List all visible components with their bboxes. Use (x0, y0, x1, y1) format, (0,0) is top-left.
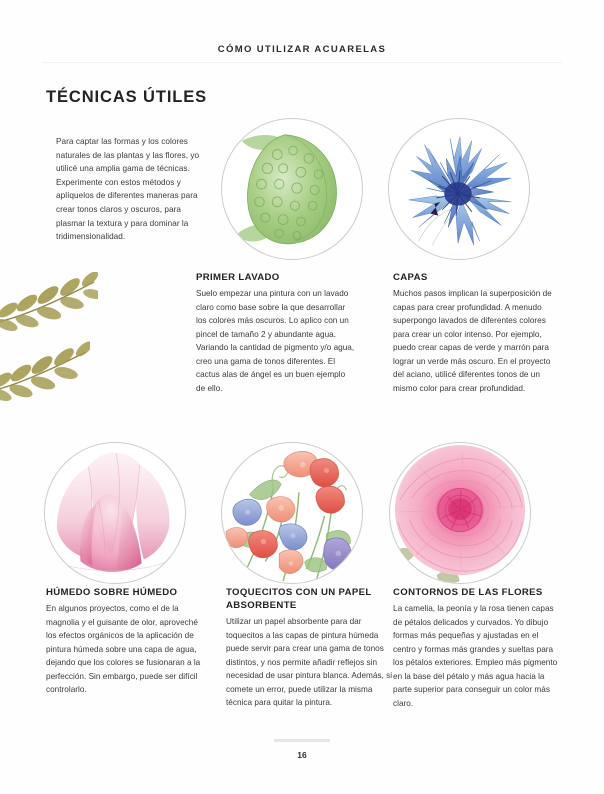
section-heading: CONTORNOS DE LAS FLORES (393, 587, 543, 598)
section-body: Utilizar un papel absorbente para dar toquecitos a las capas de pintura húmeda puede servir para crear una gama de tonos distintos, y nos permite añadir reflejos sin necesidad de usar pintura blanca. Además, si comete un error, puede utilizar la misma técnica para quitar la pintura. (226, 617, 393, 707)
section-body: Muchos pasos implican la superposición de capas para crear profundidad. A menudo superpongo lavados de diferentes colores para crear un color intenso. Por ejemplo, puedo crear capas de verde y marrón para lograr un verde más oscuro. En el proyecto del aciano, utilicé diferentes tonos de un mismo color para crear profundidad. (393, 289, 552, 393)
section-heading: PRIMER LAVADO (196, 272, 280, 283)
section-humedo-sobre-humedo (46, 586, 209, 697)
section-body: La camelia, la peonía y la rosa tienen capas de pétalos delicados y curvados. Yo dibujo formas más pequeñas y ajustadas en el centro y formas más grandes y sueltas para los pétalos exteriores. Empleo más pigmento en la base del pétalo y más agua hacia la parte superior para conseguir un color más claro. (393, 604, 558, 708)
header-divider (42, 62, 562, 63)
illustration-green-cactus-leaf (221, 118, 363, 260)
section-body: En algunos proyectos, como el de la magnolia y el guisante de olor, aproveché los efectos orgánicos de la aplicación de pintura húmeda sobre una capa de agua, dejando que los colores se fusionaran a la perfección. Sin embargo, puede ser difícil controlarlo. (46, 604, 201, 694)
page-number: 16 (297, 750, 307, 760)
section-toquecitos (226, 586, 393, 710)
intro-paragraph: Para captar las formas y los colores naturales de las plantas y las flores, yo utilicé una amplia gama de técnicas. Experimente con estos métodos y aplíquelos de diferentes maneras para crear tonos claros y oscuros, para plasmar la textura y para dominar la tridimensionalidad. (56, 137, 200, 242)
illustration-pink-camellia (389, 442, 531, 584)
section-heading: CAPAS (393, 272, 428, 283)
illustration-sweet-peas (221, 442, 363, 584)
section-capas (393, 271, 553, 395)
gold-leaf-branch-icon (0, 272, 98, 334)
section-body: Suelo empezar una pintura con un lavado claro como base sobre la que desarrollar los colores más oscuros. Lo aplico con un pincel de tamaño 2 y abundante agua. Variando la cantidad de pigmento y/o agua, creo una gama de tonos diferentes. El cactus alas de ángel es un buen ejemplo de ello. (196, 289, 355, 393)
illustration-pink-magnolia (44, 442, 186, 584)
section-heading: HÚMEDO SOBRE HÚMEDO (46, 587, 178, 598)
page-title: TÉCNICAS ÚTILES (46, 88, 208, 106)
section-contornos (393, 586, 563, 710)
section-primer-lavado (196, 271, 356, 395)
section-heading: TOQUECITOS CON UN PAPEL ABSORBENTE (226, 587, 372, 611)
running-header: CÓMO UTILIZAR ACUARELAS (217, 44, 387, 55)
illustration-blue-cornflower (388, 118, 530, 260)
gold-leaf-branch-icon (0, 340, 90, 402)
footer-divider (274, 739, 330, 742)
